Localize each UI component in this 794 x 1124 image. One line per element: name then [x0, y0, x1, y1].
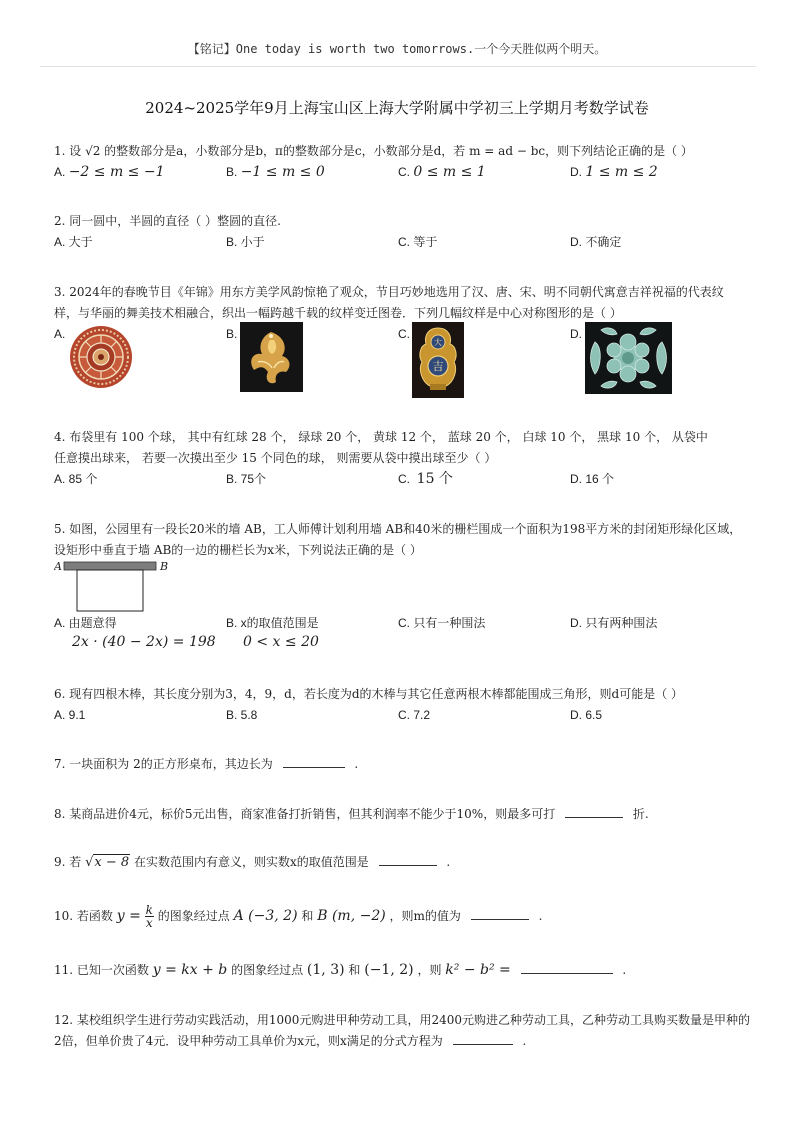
option-b[interactable]: B. −1 ≤ m ≤ 0 — [226, 164, 325, 180]
question-12-line-1: 12. 某校组织学生进行劳动实践活动，用1000元购进甲种劳动工具，用2400元购进乙种劳动工具，乙种劳动工具购买数量是甲种的 — [54, 1013, 750, 1027]
plaque-char-bottom: 吉 — [432, 360, 444, 373]
option-d[interactable]: D. — [570, 327, 582, 341]
question-10 — [54, 904, 740, 929]
option-c[interactable]: C. 只有一种围法 — [398, 616, 486, 630]
question-7-stem: 7. 一块面积为 2的正方形桌布，其边长为 . — [54, 757, 359, 771]
plaque-char-top: 大 — [434, 338, 442, 347]
question-7 — [54, 754, 740, 775]
question-2-stem: 2. 同一圆中，半圆的直径（ ）整圆的直径. — [54, 214, 281, 228]
option-b[interactable]: B. 5.8 — [226, 708, 258, 722]
answer-blank[interactable] — [283, 755, 345, 768]
question-6-stem: 6. 现有四根木棒，其长度分别为3，4，9，d，若长度为d的木棒与其它任意两根木棒都能围成三角形，则d可能是（ ） — [54, 687, 684, 701]
question-9-stem: 9. 若 √x − 8 在实数范围内有意义，则实数x的取值范围是 . — [54, 855, 451, 870]
point-a-label: A — [54, 560, 62, 573]
option-d[interactable]: D. 不确定 — [570, 235, 622, 249]
question-3-line-2: 样，与华丽的舞美技术相融合，织出一幅跨越千载的纹样变迁图卷．下列几幅纹样是中心对称图形的是（ ） — [54, 306, 622, 320]
pattern-b-image[interactable] — [240, 322, 303, 392]
header-divider — [40, 66, 756, 67]
question-5 — [54, 519, 740, 561]
header-motto: 【铭记】One today is worth two tomorrows.一个今天胜似两个明天。 — [187, 42, 607, 56]
question-5-line-1: 5. 如图，公园里有一段长20米的墙 AB，工人师傅计划利用墙 AB和40米的栅栏围成一个面积为198平方米的封闭矩形绿化区域， — [54, 522, 742, 536]
question-10-stem: 10. 若函数 y = $\frac{k}{x}$ 的图象经过点 A (−3, 2) 和 B (m, −2) ，则m的值为 . — [54, 903, 543, 930]
option-d[interactable]: D. 6.5 — [570, 708, 603, 722]
question-1-options — [54, 162, 740, 184]
answer-blank[interactable] — [565, 805, 623, 818]
question-1-stem: 1. 设 √2 的整数部分是a，小数部分是b，π的整数部分是c，小数部分是d，若 m = ad − bc，则下列结论正确的是（ ） — [54, 144, 693, 158]
question-4 — [54, 427, 740, 491]
option-b[interactable]: B. x的取值范围是 — [226, 616, 319, 630]
option-b[interactable]: B. 小于 — [226, 235, 265, 249]
question-6 — [54, 684, 740, 727]
question-2 — [54, 211, 740, 254]
question-11-stem: 11. 已知一次函数 y = kx + b 的图象经过点 (1, 3) 和 (−1, 2) ，则 k² − b² = . — [54, 962, 627, 978]
question-5-line-2: 设矩形中垂直于墙 AB的一边的栅栏长为x米，下列说法正确的是（ ） — [54, 543, 422, 557]
option-a[interactable]: A. — [54, 327, 66, 341]
answer-blank[interactable] — [471, 907, 529, 920]
option-a[interactable]: A. 由题意得 — [54, 616, 117, 630]
question-11 — [54, 960, 740, 981]
wall-diagram — [54, 559, 174, 615]
fraction-k-over-x: $\frac{k}{x}$ — [145, 903, 153, 930]
option-d[interactable]: D. 只有两种围法 — [570, 616, 658, 630]
question-5-options — [54, 613, 740, 635]
point-b-label: B — [160, 560, 169, 573]
option-c[interactable]: C. 7.2 — [398, 708, 431, 722]
question-5-options-block — [54, 613, 740, 635]
option-c[interactable]: C. 0 ≤ m ≤ 1 — [398, 164, 486, 180]
pattern-a-image[interactable] — [69, 325, 133, 389]
question-3-line-1: 3. 2024年的春晚节目《年锦》用东方美学风韵惊艳了观众，节目巧妙地选用了汉、唐、宋、明不同朝代寓意吉祥祝福的代表纹 — [54, 285, 724, 299]
option-c[interactable]: C. 等于 — [398, 235, 438, 249]
option-a-formula: 2x · (40 − 2x) = 198 — [72, 634, 216, 650]
option-b[interactable]: B. 75个 — [226, 472, 267, 486]
question-12-line-2: 2倍，但单价贵了4元．设甲种劳动工具单价为x元，则x满足的分式方程为 . — [54, 1034, 527, 1048]
question-6-options — [54, 705, 740, 727]
pattern-d-image[interactable] — [585, 322, 672, 394]
answer-blank[interactable] — [453, 1032, 513, 1045]
option-a[interactable]: A. 9.1 — [54, 708, 86, 722]
option-a[interactable]: A. 大于 — [54, 235, 93, 249]
pattern-c-image[interactable] — [412, 322, 464, 398]
question-8 — [54, 804, 740, 825]
question-4-line-2: 任意摸出球来， 若要一次摸出至少 15 个同色的球， 则需要从袋中摸出球至少（ ） — [54, 451, 497, 465]
option-b[interactable]: B. — [226, 327, 238, 341]
option-d[interactable]: D. 1 ≤ m ≤ 2 — [570, 164, 658, 180]
question-12 — [54, 1010, 750, 1052]
answer-blank[interactable] — [521, 961, 613, 974]
option-a[interactable]: A. 85 个 — [54, 472, 98, 486]
sqrt-expression: √x − 8 — [85, 855, 130, 870]
question-2-options — [54, 232, 740, 254]
question-9 — [54, 852, 740, 873]
question-4-line-1: 4. 布袋里有 100 个球， 其中有红球 28 个， 绿球 20 个， 黄球 12 个， 蓝球 20 个， 白球 10 个， 黑球 10 个， 从袋中 — [54, 430, 708, 444]
question-4-options — [54, 469, 740, 491]
option-d[interactable]: D. 16 个 — [570, 472, 615, 486]
option-b-formula: 0 < x ≤ 20 — [243, 634, 319, 650]
page-title: 2024~2025学年9月上海宝山区上海大学附属中学初三上学期月考数学试卷 — [145, 99, 649, 117]
option-a[interactable]: A. −2 ≤ m ≤ −1 — [54, 164, 165, 180]
answer-blank[interactable] — [379, 853, 437, 866]
question-1 — [54, 141, 740, 184]
question-8-stem: 8. 某商品进价4元，标价5元出售，商家准备打折销售，但其利润率不能少于10%，则最多可打 折. — [54, 807, 649, 821]
option-c[interactable]: C. 15 个 — [398, 471, 453, 487]
option-c[interactable]: C. — [398, 327, 410, 341]
